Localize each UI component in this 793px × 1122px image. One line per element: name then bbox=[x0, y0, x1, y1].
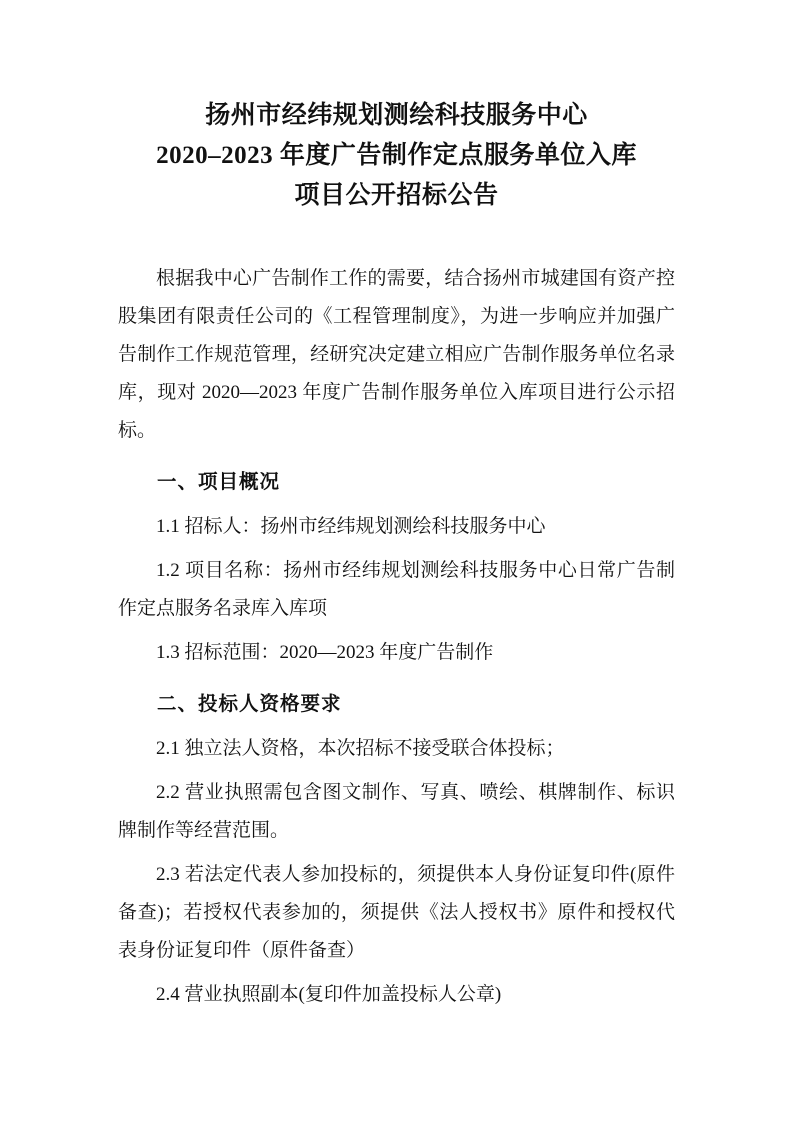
title-line-3: 项目公开招标公告 bbox=[294, 182, 499, 209]
section-1-item-1: 1.1 招标人：扬州市经纬规划测绘科技服务中心 bbox=[156, 516, 546, 537]
section-heading-2: 二、投标人资格要求 bbox=[157, 694, 342, 715]
section-2-item-4: 2.4 营业执照副本(复印件加盖投标人公章) bbox=[156, 984, 502, 1005]
page-title bbox=[118, 92, 675, 216]
section-1-item-3: 1.3 招标范围：2020—2023 年度广告制作 bbox=[156, 642, 494, 663]
section-2-item-1: 2.1 独立法人资格，本次招标不接受联合体投标； bbox=[156, 738, 565, 759]
section-2-item-3: 2.3 若法定代表人参加投标的，须提供本人身份证复印件(原件备查)；若授权代表参加的，须提供《法人授权书》原件和授权代表身份证复印件（原件备查） bbox=[118, 864, 675, 961]
intro-paragraph: 根据我中心广告制作工作的需要，结合扬州市城建国有资产控股集团有限责任公司的《工程管理制度》，为进一步响应并加强广告制作工作规范管理，经研究决定建立相应广告制作服务单位名录库，现对 2020—2023 年度广告制作服务单位入库项目进行公示招标。 bbox=[118, 268, 675, 441]
section-2-item-2: 2.2 营业执照需包含图文制作、写真、喷绘、棋牌制作、标识牌制作等经营范围。 bbox=[118, 782, 675, 841]
section-heading-1: 一、项目概况 bbox=[157, 472, 281, 493]
title-line-1: 扬州市经纬规划测绘科技服务中心 bbox=[205, 102, 588, 129]
section-1-item-2: 1.2 项目名称：扬州市经纬规划测绘科技服务中心日常广告制作定点服务名录库入库项 bbox=[118, 560, 675, 619]
document-body bbox=[118, 260, 675, 1014]
title-line-2: 2020–2023 年度广告制作定点服务单位入库 bbox=[156, 142, 637, 169]
